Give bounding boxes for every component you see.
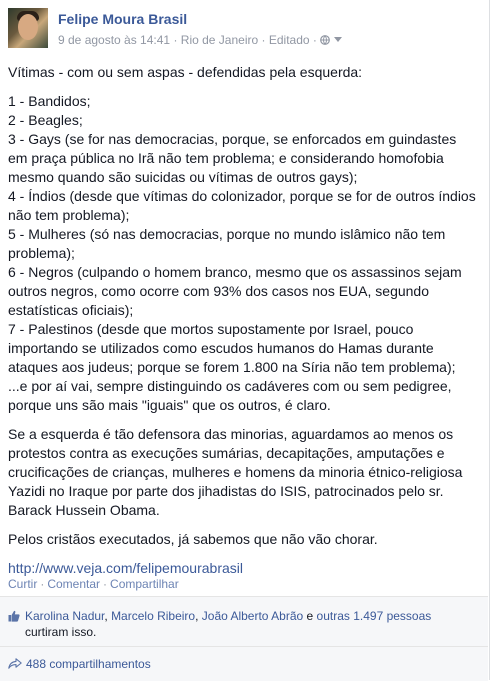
liker-separator: , [195, 609, 202, 623]
post-location[interactable]: Rio de Janeiro [180, 32, 259, 47]
share-button[interactable]: Compartilhar [110, 577, 179, 591]
post-actions [8, 577, 179, 591]
likes-text [8, 608, 478, 640]
liker-name[interactable]: Marcelo Ribeiro [111, 609, 196, 623]
chevron-down-icon[interactable] [334, 37, 342, 43]
author-name[interactable]: Felipe Moura Brasil [58, 11, 188, 27]
post-link[interactable]: http://www.veja.com/felipemourabrasil [8, 560, 243, 576]
post-line: 3 - Gays (se for nas democracias, porque, se enforcados em guindastes em praça pública no Irã não tem problema; e considerando homofobia mesmo quando são suicidas ou vítimas de outros gays); [8, 131, 457, 185]
post-line: 5 - Mulheres (só nas democracias, porque no mundo islâmico não tem problema); [8, 226, 446, 261]
post-header [8, 8, 481, 53]
post-paragraph: Se a esquerda é tão defensora das minorias, aguardamos ao menos os protestos contra as execuções sumárias, decapitações, amputações e crucificações de crianças, mulheres e homens da minoria étnico-religiosa Yazidi no Iraque por parte dos jihadistas do ISIS, patrocinados pelo sr. Barack Hussein Obama. [8, 426, 463, 518]
post-line: ...e por aí vai, sempre distinguindo os cadáveres com ou sem pedigree, porque uns são mais "iguais" que os outros, é claro. [8, 378, 452, 413]
avatar[interactable] [8, 8, 48, 48]
liker-name[interactable]: Karolina Nadur [25, 609, 105, 623]
edited-label[interactable]: Editado [268, 32, 310, 47]
post-line: 4 - Índios (desde que vítimas do colonizador, porque se for de outros índios não tem problema); [8, 188, 476, 223]
liker-and: e [303, 609, 317, 623]
feedback-area [0, 596, 488, 681]
meta-separator: · [173, 32, 178, 47]
meta-separator: · [261, 32, 266, 47]
share-arrow-icon [8, 658, 22, 669]
other-likers-link[interactable]: outras 1.497 pessoas [316, 609, 432, 623]
like-button[interactable]: Curtir [8, 577, 38, 591]
post-paragraph: Pelos cristãos executados, já sabemos que não vão chorar. [8, 531, 378, 547]
post-line: Vítimas - com ou sem aspas - defendidas pela esquerda: [8, 64, 363, 80]
feedback-divider [0, 646, 488, 647]
post-body [8, 63, 478, 578]
action-separator: · [103, 577, 108, 591]
post-line: 1 - Bandidos; [8, 93, 91, 109]
globe-icon[interactable] [320, 35, 330, 45]
shares-link[interactable] [8, 656, 151, 671]
meta-separator: · [312, 32, 317, 47]
post-line: 7 - Palestinos (desde que mortos supostamente por Israel, pouco importando se utilizados como escudos humanos do Hamas durante ataques aos judeus; porque se forem 1.800 na Síria não tem problema); [8, 321, 456, 375]
likes-suffix: curtiram isso. [25, 625, 97, 639]
avatar-face [18, 14, 38, 40]
post-line: 2 - Beagles; [8, 112, 83, 128]
liker-name[interactable]: João Alberto Abrão [201, 609, 304, 623]
shares-count[interactable]: 488 compartilhamentos [26, 656, 151, 671]
post-line: 6 - Negros (culpando o homem branco, mesmo que os assassinos sejam outros negros, como ocorre com 93% dos casos nos EUA, segundo estatísticas oficiais); [8, 264, 462, 318]
post-date[interactable]: 9 de agosto às 14:41 [58, 32, 171, 47]
likes-summary [8, 608, 478, 640]
liker-separator: , [104, 609, 112, 623]
thumbs-up-icon [8, 610, 20, 622]
action-separator: · [40, 577, 45, 591]
post-meta [58, 32, 342, 47]
comment-button[interactable]: Comentar [47, 577, 101, 591]
